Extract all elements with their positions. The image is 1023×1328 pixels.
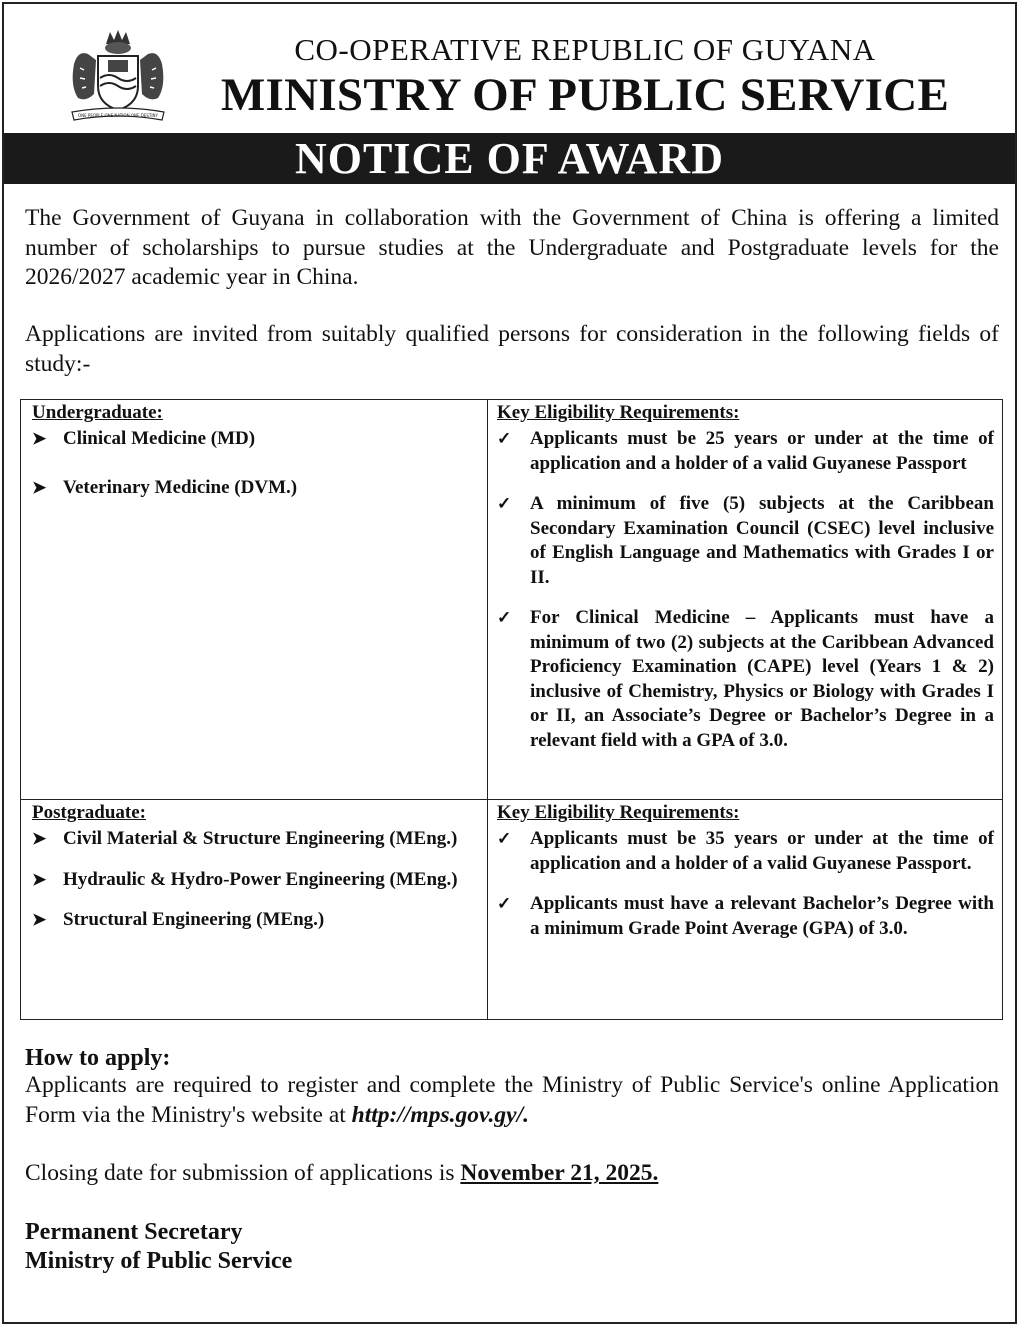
signatory-office: Ministry of Public Service bbox=[25, 1248, 293, 1274]
list-item: ✓ A minimum of five (5) subjects at the Caribbean Secondary Examination Council (CSEC) level inclusive of English Language and Mathematics with Grades I or II. bbox=[497, 493, 994, 588]
requirements-heading: Key Eligibility Requirements: bbox=[497, 802, 740, 823]
list-item: ➤ Veterinary Medicine (DVM.) bbox=[32, 476, 478, 501]
postgraduate-fields-cell bbox=[32, 802, 478, 933]
how-to-apply-heading: How to apply: bbox=[25, 1045, 171, 1071]
notice-title-banner: NOTICE OF AWARD bbox=[4, 133, 1015, 184]
arrowhead-bullet-icon: ➤ bbox=[32, 869, 47, 889]
checkmark-icon: ✓ bbox=[497, 608, 512, 627]
checkmark-icon: ✓ bbox=[497, 429, 512, 448]
undergraduate-requirements-cell bbox=[497, 402, 994, 753]
arrowhead-bullet-icon: ➤ bbox=[32, 477, 47, 497]
list-item: ➤ Clinical Medicine (MD) bbox=[32, 427, 478, 452]
list-item: ✓ For Clinical Medicine – Applicants must have a minimum of two (2) subjects at the Caribbean Advanced Proficiency Examination (CAPE) level (Years 1 & 2) inclusive of Chemistry, Physics or Biology with Grades I or II, an Associate’s Degree or Bachelor’s Degree in a relevant field with a GPA of 3.0. bbox=[497, 607, 994, 751]
list-item: ✓ Applicants must be 25 years or under at the time of application and a holder of a valid Guyanese Passport bbox=[497, 428, 994, 474]
list-item: ➤ Hydraulic & Hydro-Power Engineering (MEng.) bbox=[32, 868, 478, 893]
checkmark-icon: ✓ bbox=[497, 494, 512, 513]
signatory-title: Permanent Secretary bbox=[25, 1219, 243, 1245]
list-item: ➤ Structural Engineering (MEng.) bbox=[32, 908, 478, 933]
how-to-apply-text: Applicants are required to register and complete the Ministry of Public Service's online Application Form via the Ministry's website at http://mps.gov.gy/. bbox=[25, 1072, 999, 1128]
svg-text:ONE PEOPLE ONE NATION ONE DEST: ONE PEOPLE ONE NATION ONE DESTINY bbox=[77, 113, 159, 118]
list-item: ➤ Civil Material & Structure Engineering (MEng.) bbox=[32, 827, 478, 852]
table-column-divider bbox=[487, 399, 488, 1020]
checkmark-icon: ✓ bbox=[497, 894, 512, 913]
guyana-coat-of-arms-icon bbox=[66, 24, 170, 124]
arrowhead-bullet-icon: ➤ bbox=[32, 910, 47, 929]
list-item: ✓ Applicants must be 35 years or under at the time of application and a holder of a valid Guyanese Passport. bbox=[497, 828, 994, 874]
closing-date: November 21, 2025. bbox=[460, 1160, 659, 1186]
postgraduate-heading: Postgraduate: bbox=[32, 802, 146, 823]
arrowhead-bullet-icon: ➤ bbox=[32, 429, 47, 448]
intro-paragraph: The Government of Guyana in collaboration with the Government of China is offering a limited number of scholarships to pursue studies at the Undergraduate and Postgraduate levels for the 2026/2027 academic year in China. bbox=[25, 205, 999, 290]
requirements-heading: Key Eligibility Requirements: bbox=[497, 402, 740, 423]
ministry-heading: MINISTRY OF PUBLIC SERVICE bbox=[220, 69, 950, 121]
table-row-divider bbox=[20, 799, 1003, 800]
arrowhead-bullet-icon: ➤ bbox=[32, 829, 47, 848]
closing-date-text: Closing date for submission of applications is November 21, 2025. bbox=[25, 1160, 659, 1186]
list-item: ✓ Applicants must have a relevant Bachelor’s Degree with a minimum Grade Point Average (GPA) of 3.0. bbox=[497, 893, 994, 939]
undergraduate-heading: Undergraduate: bbox=[32, 402, 163, 423]
ministry-website-link[interactable]: http://mps.gov.gy/. bbox=[351, 1101, 530, 1128]
postgraduate-requirements-cell bbox=[497, 802, 994, 941]
invitation-paragraph: Applications are invited from suitably qualified persons for consideration in the following fields of study:- bbox=[25, 321, 999, 377]
checkmark-icon: ✓ bbox=[497, 829, 512, 848]
country-heading: CO-OPERATIVE REPUBLIC OF GUYANA bbox=[294, 32, 876, 67]
undergraduate-fields-cell bbox=[32, 402, 478, 500]
